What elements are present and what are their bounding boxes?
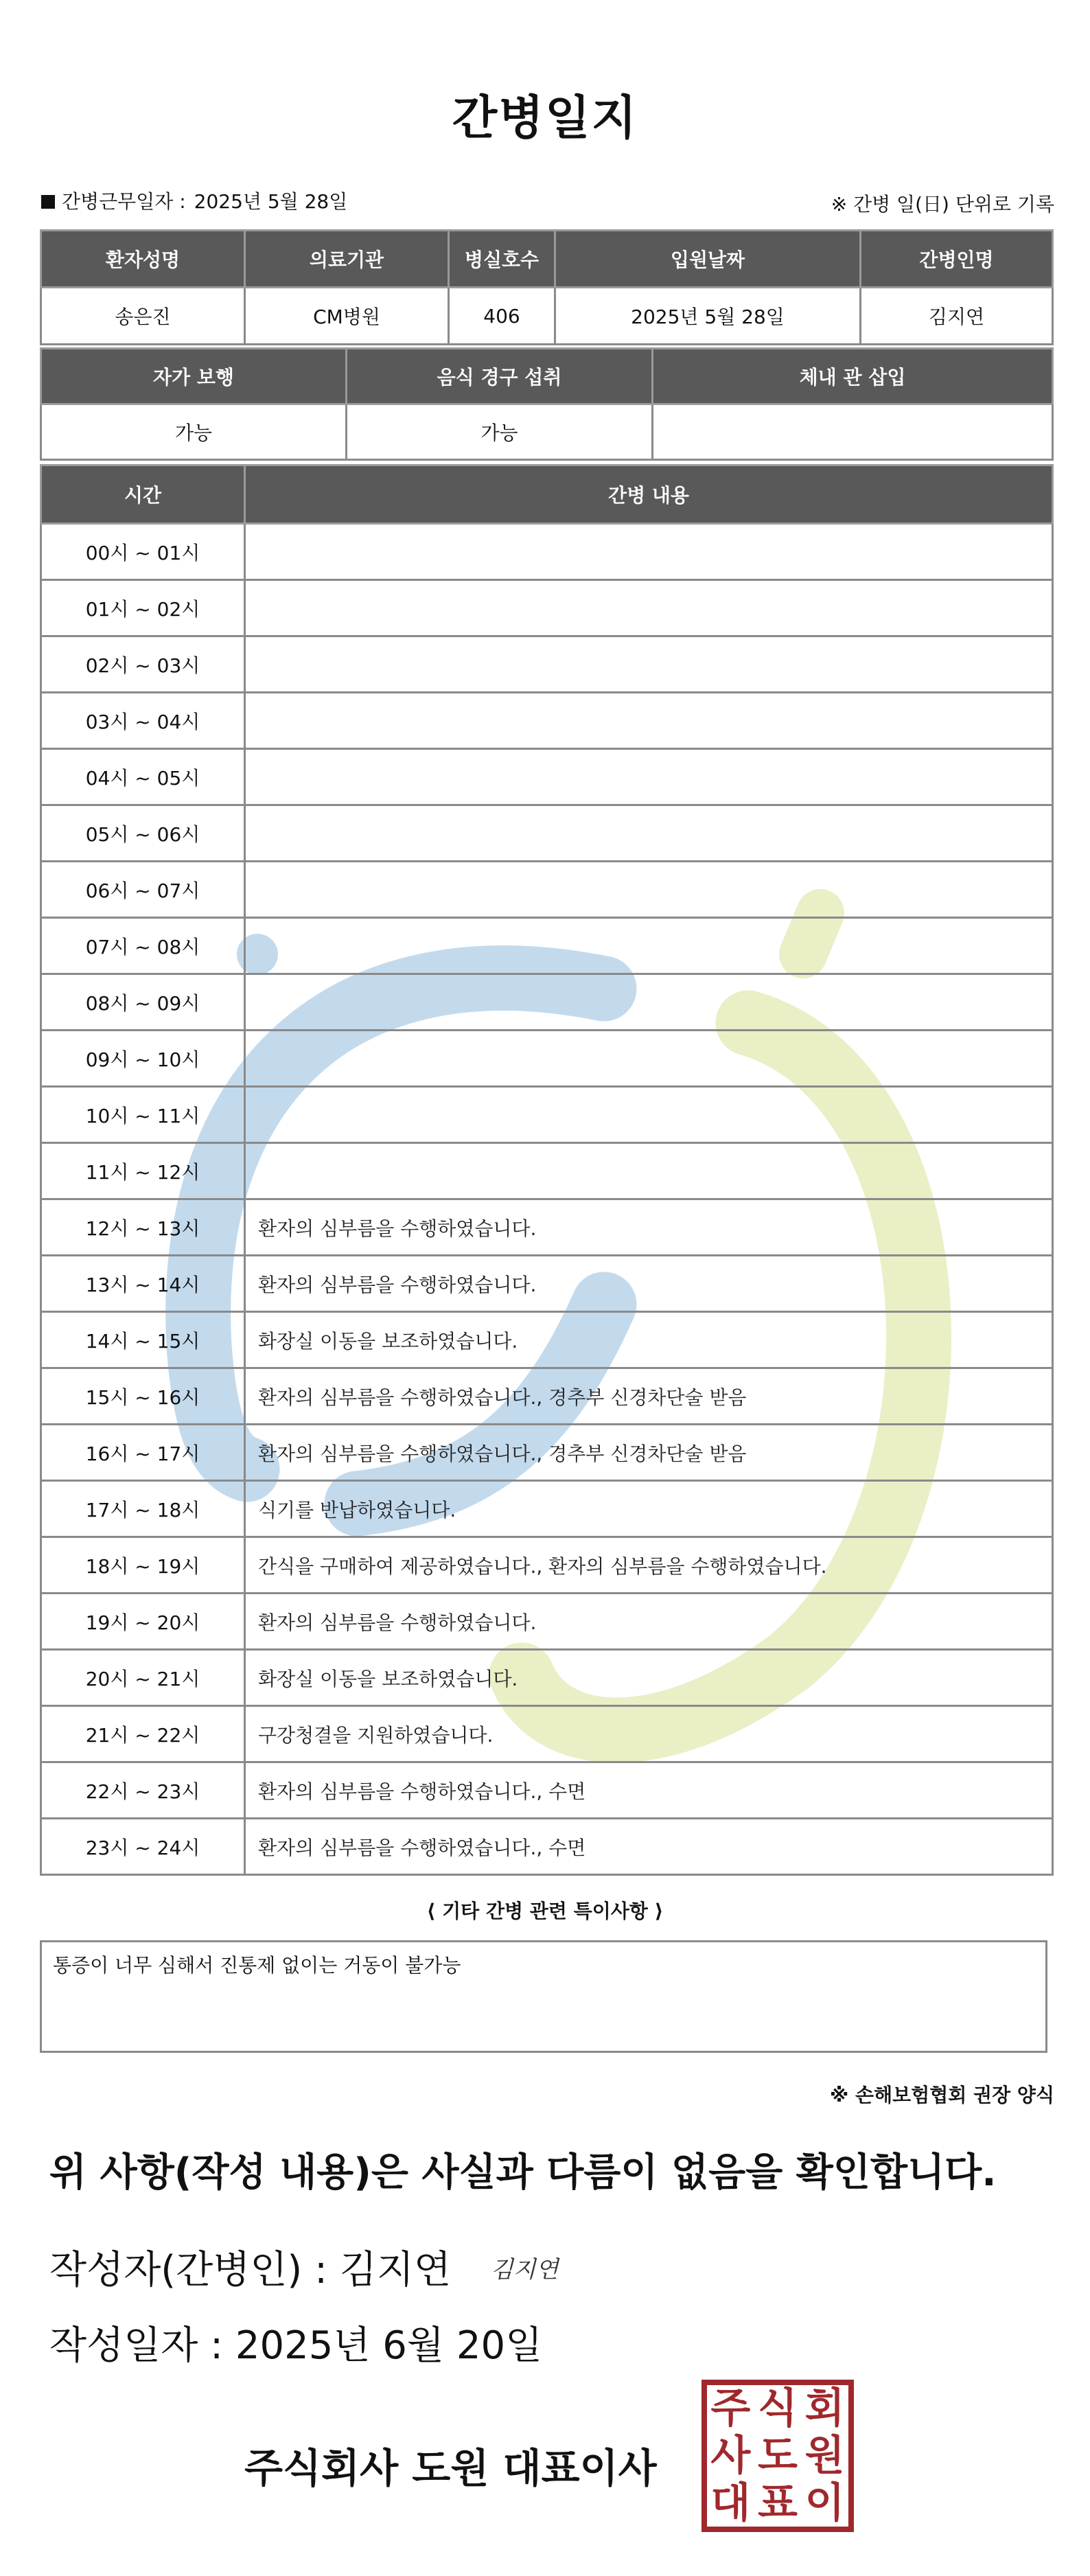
writer-name: 김지연 — [339, 2248, 452, 2292]
log-time: 17시 ~ 18시 — [41, 1481, 245, 1537]
log-care-content — [245, 974, 1053, 1031]
work-date-value: 2025년 5월 28일 — [194, 190, 348, 213]
log-care-content — [245, 1143, 1053, 1199]
care-log-row — [41, 1762, 1053, 1819]
confirmation-statement: 위 사항(작성 내용)은 사실과 다름이 없음을 확인합니다. — [49, 2150, 997, 2195]
care-log-row — [41, 1312, 1053, 1368]
log-care-content: 환자의 심부름을 수행하였습니다. — [245, 1199, 1053, 1256]
header-admission-date: 입원날짜 — [555, 231, 861, 288]
care-log-row — [41, 918, 1053, 974]
care-log-row — [41, 524, 1053, 580]
log-care-content — [245, 805, 1053, 862]
log-care-content: 환자의 심부름을 수행하였습니다., 경추부 신경차단술 받음 — [245, 1425, 1053, 1481]
patient-info-value-row — [41, 288, 1053, 345]
care-log-row — [41, 1706, 1053, 1762]
seal-char: 사 — [710, 2431, 751, 2480]
log-care-content — [245, 749, 1053, 805]
care-log-row — [41, 805, 1053, 862]
care-log-table — [40, 464, 1054, 1876]
log-time: 07시 ~ 08시 — [41, 918, 245, 974]
header-time: 시간 — [41, 465, 245, 524]
log-time: 21시 ~ 22시 — [41, 1706, 245, 1762]
form-source-note: ※ 손해보험협회 권장 양식 — [830, 2084, 1054, 2106]
log-care-content: 환자의 심부름을 수행하였습니다., 수면 — [245, 1762, 1053, 1819]
log-time: 01시 ~ 02시 — [41, 580, 245, 636]
care-log-row — [41, 1143, 1053, 1199]
patient-name: 송은진 — [41, 288, 245, 345]
written-date-label: 작성일자 : — [49, 2323, 224, 2368]
patient-info-header-row — [41, 231, 1053, 288]
seal-char: 표 — [758, 2479, 798, 2527]
admission-date: 2025년 5월 28일 — [555, 288, 861, 345]
document-title: 간병일지 — [452, 91, 638, 146]
log-care-content: 구강청결을 지원하였습니다. — [245, 1706, 1053, 1762]
seal-char: 대 — [710, 2479, 751, 2527]
seal-char: 원 — [804, 2431, 845, 2480]
care-log-row — [41, 1481, 1053, 1537]
header-patient-name: 환자성명 — [41, 231, 245, 288]
log-time: 10시 ~ 11시 — [41, 1087, 245, 1143]
log-care-content: 식기를 반납하였습니다. — [245, 1481, 1053, 1537]
ability-value-row — [41, 404, 1053, 460]
patient-info-table — [40, 229, 1054, 345]
log-time: 12시 ~ 13시 — [41, 1199, 245, 1256]
log-time: 20시 ~ 21시 — [41, 1650, 245, 1706]
log-care-content: 환자의 심부름을 수행하였습니다. — [245, 1256, 1053, 1312]
institution: CM병원 — [245, 288, 449, 345]
care-log-header-row — [41, 465, 1053, 524]
room-number: 406 — [449, 288, 555, 345]
care-log-row — [41, 862, 1053, 918]
square-bullet-icon — [41, 195, 55, 209]
log-time: 15시 ~ 16시 — [41, 1368, 245, 1425]
log-care-content — [245, 862, 1053, 918]
log-time: 16시 ~ 17시 — [41, 1425, 245, 1481]
writer-line — [49, 2240, 558, 2295]
log-time: 05시 ~ 06시 — [41, 805, 245, 862]
log-time: 19시 ~ 20시 — [41, 1594, 245, 1650]
care-log-row — [41, 1199, 1053, 1256]
self-walking-value: 가능 — [41, 404, 347, 460]
writer-label: 작성자(간병인) : — [49, 2248, 327, 2292]
seal-char: 식 — [758, 2384, 798, 2433]
ability-header-row — [41, 349, 1053, 404]
log-care-content — [245, 580, 1053, 636]
company-seal-stamp — [701, 2380, 854, 2532]
log-time: 09시 ~ 10시 — [41, 1031, 245, 1087]
care-log-row — [41, 1594, 1053, 1650]
care-log-row — [41, 1368, 1053, 1425]
log-care-content: 환자의 심부름을 수행하였습니다. — [245, 1594, 1053, 1650]
care-log-row — [41, 1031, 1053, 1087]
log-time: 11시 ~ 12시 — [41, 1143, 245, 1199]
care-log-row — [41, 580, 1053, 636]
caregiver-name: 김지연 — [861, 288, 1053, 345]
log-care-content: 화장실 이동을 보조하였습니다. — [245, 1650, 1053, 1706]
care-log-row — [41, 749, 1053, 805]
log-time: 18시 ~ 19시 — [41, 1537, 245, 1594]
log-care-content — [245, 1031, 1053, 1087]
care-log-row — [41, 636, 1053, 693]
special-notes-box: 통증이 너무 심해서 진통제 없이는 거동이 불가능 — [40, 1940, 1047, 2053]
care-log-row — [41, 693, 1053, 749]
seal-char: 이 — [804, 2479, 845, 2527]
work-date-line — [41, 187, 347, 214]
ability-table — [40, 347, 1054, 461]
log-time: 00시 ~ 01시 — [41, 524, 245, 580]
header-room-number: 병실호수 — [449, 231, 555, 288]
log-time: 14시 ~ 15시 — [41, 1312, 245, 1368]
log-care-content — [245, 693, 1053, 749]
log-care-content: 간식을 구매하여 제공하였습니다., 환자의 심부름을 수행하였습니다. — [245, 1537, 1053, 1594]
care-log-row — [41, 1425, 1053, 1481]
header-caregiver-name: 간병인명 — [861, 231, 1053, 288]
written-date-line — [49, 2315, 542, 2370]
log-time: 06시 ~ 07시 — [41, 862, 245, 918]
care-log-row — [41, 1650, 1053, 1706]
unit-note: ※ 간병 일(日) 단위로 기록 — [831, 193, 1054, 216]
seal-char: 회 — [804, 2384, 845, 2433]
care-log-row — [41, 1819, 1053, 1875]
log-time: 13시 ~ 14시 — [41, 1256, 245, 1312]
tube-insertion-value — [653, 404, 1053, 460]
written-date-value: 2025년 6월 20일 — [235, 2323, 543, 2368]
log-care-content: 환자의 심부름을 수행하였습니다., 경추부 신경차단술 받음 — [245, 1368, 1053, 1425]
log-time: 04시 ~ 05시 — [41, 749, 245, 805]
header-care-content: 간병 내용 — [245, 465, 1053, 524]
special-notes-title: ⟨ 기타 간병 관련 특이사항 ⟩ — [426, 1900, 664, 1922]
care-log-row — [41, 1256, 1053, 1312]
log-care-content: 환자의 심부름을 수행하였습니다., 수면 — [245, 1819, 1053, 1875]
seal-char: 도 — [758, 2431, 798, 2480]
log-care-content — [245, 636, 1053, 693]
log-care-content — [245, 1087, 1053, 1143]
log-care-content: 화장실 이동을 보조하였습니다. — [245, 1312, 1053, 1368]
log-time: 08시 ~ 09시 — [41, 974, 245, 1031]
header-tube-insertion: 체내 관 삽입 — [653, 349, 1053, 404]
log-care-content — [245, 524, 1053, 580]
log-time: 22시 ~ 23시 — [41, 1762, 245, 1819]
log-care-content — [245, 918, 1053, 974]
header-self-walking: 자가 보행 — [41, 349, 347, 404]
log-time: 23시 ~ 24시 — [41, 1819, 245, 1875]
company-representative: 주식회사 도원 대표이사 — [244, 2445, 657, 2492]
seal-char: 주 — [710, 2384, 751, 2433]
care-log-row — [41, 974, 1053, 1031]
header-institution: 의료기관 — [245, 231, 449, 288]
care-log-row — [41, 1537, 1053, 1594]
handwritten-signature: 김지연 — [490, 2256, 559, 2284]
log-time: 02시 ~ 03시 — [41, 636, 245, 693]
log-time: 03시 ~ 04시 — [41, 693, 245, 749]
work-date-label: 간병근무일자 : — [62, 190, 186, 213]
oral-intake-value: 가능 — [347, 404, 653, 460]
header-oral-intake: 음식 경구 섭취 — [347, 349, 653, 404]
care-log-row — [41, 1087, 1053, 1143]
